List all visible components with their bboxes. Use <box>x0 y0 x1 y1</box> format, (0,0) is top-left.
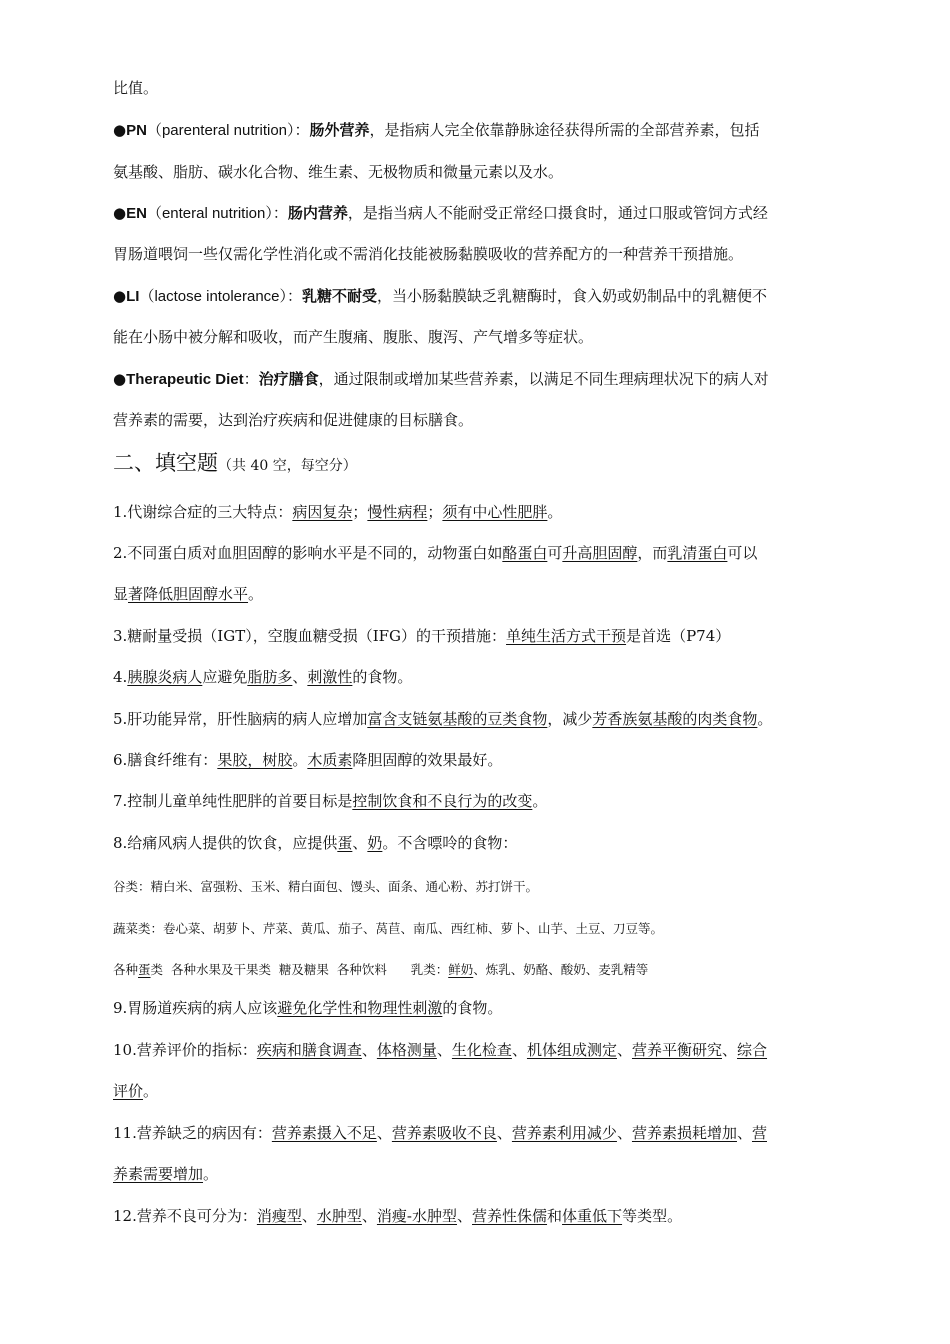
answer: 刺激性 <box>307 668 353 686</box>
answer: 生化检查 <box>451 1041 512 1059</box>
definition-en-line2: 胃肠道喂饲一些仅需化学性消化或不需消化技能被肠黏膜吸收的营养配方的一种营养干预措施。 <box>113 245 744 263</box>
answer: 消瘦型 <box>256 1207 302 1225</box>
answer: 营养性侏儒 <box>472 1207 548 1225</box>
purine-free-list-vegetables: 蔬菜类：卷心菜、胡萝卜、芹菜、黄瓜、茄子、莴苣、南瓜、西红柿、萝卜、山芋、土豆、刀豆等。 <box>113 921 664 936</box>
definition-li-line2: 能在小肠中被分解和吸收，而产生腹痛、腹胀、腹泻、产气增多等症状。 <box>113 328 594 346</box>
question-12: 12.营养不良可分为：消瘦型、水肿型、消瘦-水肿型、营养性侏儒和体重低下等类型。 <box>113 1207 683 1225</box>
question-2-line2: 显著降低胆固醇水平。 <box>113 585 264 603</box>
continued-text: 比值。 <box>113 79 159 97</box>
answer: 机体组成测定 <box>526 1041 617 1059</box>
definition-therapeutic-diet: ●Therapeutic Diet：治疗膳食，通过限制或增加某些营养素，以满足不同生理病理状况下的病人对 <box>113 370 769 388</box>
answer: 疾病和膳食调查 <box>256 1041 362 1059</box>
question-8: 8.给痛风病人提供的饮食，应提供蛋、奶。不含嘌呤的食物： <box>113 834 518 852</box>
definition-pn: ●PN（parenteral nutrition）：肠外营养，是指病人完全依靠静脉途径获得所需的全部营养素，包括 <box>113 121 760 139</box>
bullet-icon: ● <box>113 204 127 222</box>
question-11-line2: 养素需要增加。 <box>113 1165 219 1183</box>
term-name: 肠外营养 <box>309 121 370 139</box>
answer: 鲜奶 <box>448 962 474 977</box>
section-title: 二、填空题 <box>113 451 218 475</box>
answer: 脂肪多 <box>247 668 293 686</box>
answer: 避免化学性和物理性刺激 <box>277 999 443 1017</box>
answer: 体格测量 <box>376 1041 437 1059</box>
question-3: 3.糖耐量受损（IGT），空腹血糖受损（IFG）的干预措施：单纯生活方式干预是首选（P74） <box>113 627 731 645</box>
term-full: （parenteral nutrition）： <box>146 122 310 139</box>
answer: 综合 <box>737 1041 768 1059</box>
answer: 营养素吸收不良 <box>391 1124 497 1142</box>
answer: 营养平衡研究 <box>631 1041 722 1059</box>
term-name: 乳糖不耐受 <box>302 287 378 305</box>
answer: 营 <box>751 1124 767 1142</box>
term-name: 治疗膳食 <box>258 370 319 388</box>
answer: 病因复杂 <box>292 503 353 521</box>
bullet-icon: ● <box>113 370 127 388</box>
answer: 营养素损耗增加 <box>631 1124 737 1142</box>
answer: 评价 <box>113 1082 144 1100</box>
question-10-line2: 评价。 <box>113 1082 159 1100</box>
answer: 升高胆固醇 <box>562 544 638 562</box>
answer: 胰腺炎病人 <box>127 668 203 686</box>
section-heading <box>113 450 357 479</box>
answer: 养素需要增加 <box>113 1165 204 1183</box>
answer: 控制饮食和不良行为的改变 <box>352 792 533 810</box>
term-name: 肠内营养 <box>287 204 348 222</box>
answer: 酪蛋白 <box>502 544 548 562</box>
question-7: 7.控制儿童单纯性肥胖的首要目标是控制饮食和不良行为的改变。 <box>113 792 548 810</box>
definition-pn-line2: 氨基酸、脂肪、碳水化合物、维生素、无极物质和微量元素以及水。 <box>113 163 564 181</box>
question-9: 9.胃肠道疾病的病人应该避免化学性和物理性刺激的食物。 <box>113 999 503 1017</box>
question-6: 6.膳食纤维有：果胶，树胶。木质素降胆固醇的效果最好。 <box>113 751 503 769</box>
answer: 慢性病程 <box>367 503 428 521</box>
answer: 富含支链氨基酸的豆类食物 <box>367 710 548 728</box>
question-5: 5.肝功能异常，肝性脑病的病人应增加富含支链氨基酸的豆类食物，减少芳香族氨基酸的肉类食物。 <box>113 710 773 728</box>
answer: 消瘦-水肿型 <box>376 1207 457 1225</box>
answer: 体重低下 <box>562 1207 623 1225</box>
question-10: 10.营养评价的指标：疾病和膳食调查、体格测量、生化检查、机体组成测定、营养平衡研究、综合 <box>113 1041 768 1059</box>
term-abbr: LI <box>126 288 140 305</box>
term-full: （enteral nutrition）： <box>146 205 288 222</box>
question-11: 11.营养缺乏的病因有：营养素摄入不足、营养素吸收不良、营养素利用减少、营养素损耗增加、营 <box>113 1124 767 1142</box>
answer: 须有中心性肥胖 <box>442 503 548 521</box>
definition-therapeutic-diet-line2: 营养素的需要，达到治疗疾病和促进健康的目标膳食。 <box>113 411 474 429</box>
question-1: 1.代谢综合症的三大特点：病因复杂；慢性病程；须有中心性肥胖。 <box>113 503 563 521</box>
term-full: （lactose intolerance）： <box>139 288 303 305</box>
question-2: 2.不同蛋白质对血胆固醇的影响水平是不同的，动物蛋白如酪蛋白可升高胆固醇，而乳清蛋白可以 <box>113 544 758 562</box>
definition-li: ●LI（lactose intolerance）：乳糖不耐受，当小肠黏膜缺乏乳糖酶时，食入奶或奶制品中的乳糖便不 <box>113 287 768 305</box>
answer: 芳香族氨基酸的肉类食物 <box>592 710 758 728</box>
definition-en: ●EN（enteral nutrition）：肠内营养，是指当病人不能耐受正常经口摄食时，通过口服或管饲方式经 <box>113 204 768 222</box>
answer: 营养素利用减少 <box>511 1124 617 1142</box>
section-note: （共 40 空，每空分） <box>218 458 357 474</box>
answer: 营养素摄入不足 <box>271 1124 377 1142</box>
question-4: 4.胰腺炎病人应避免脂肪多、刺激性的食物。 <box>113 668 413 686</box>
answer: 木质素 <box>307 751 353 769</box>
answer: 果胶，树胶 <box>217 751 293 769</box>
term-abbr: PN <box>126 122 147 139</box>
term-full: ： <box>243 371 259 388</box>
answer: 著降低胆固醇水平 <box>128 585 249 603</box>
answer: 单纯生活方式干预 <box>506 627 627 645</box>
answer: 水肿型 <box>316 1207 362 1225</box>
answer: 蛋 <box>337 834 353 852</box>
answer: 奶 <box>367 834 383 852</box>
purine-free-list-grains: 谷类：精白米、富强粉、玉米、精白面包、馒头、面条、通心粉、苏打饼干。 <box>113 879 539 894</box>
answer: 乳清蛋白 <box>667 544 728 562</box>
bullet-icon: ● <box>113 121 127 139</box>
answer: 蛋 <box>138 962 151 977</box>
purine-free-list-others: 各种蛋类 各种水果及干果类 糖及糖果 各种饮料 乳类：鲜奶、炼乳、奶酪、酸奶、麦乳精等 <box>113 962 649 977</box>
bullet-icon: ● <box>113 287 127 305</box>
term-abbr: EN <box>126 205 147 222</box>
term-abbr: Therapeutic Diet <box>126 371 244 388</box>
